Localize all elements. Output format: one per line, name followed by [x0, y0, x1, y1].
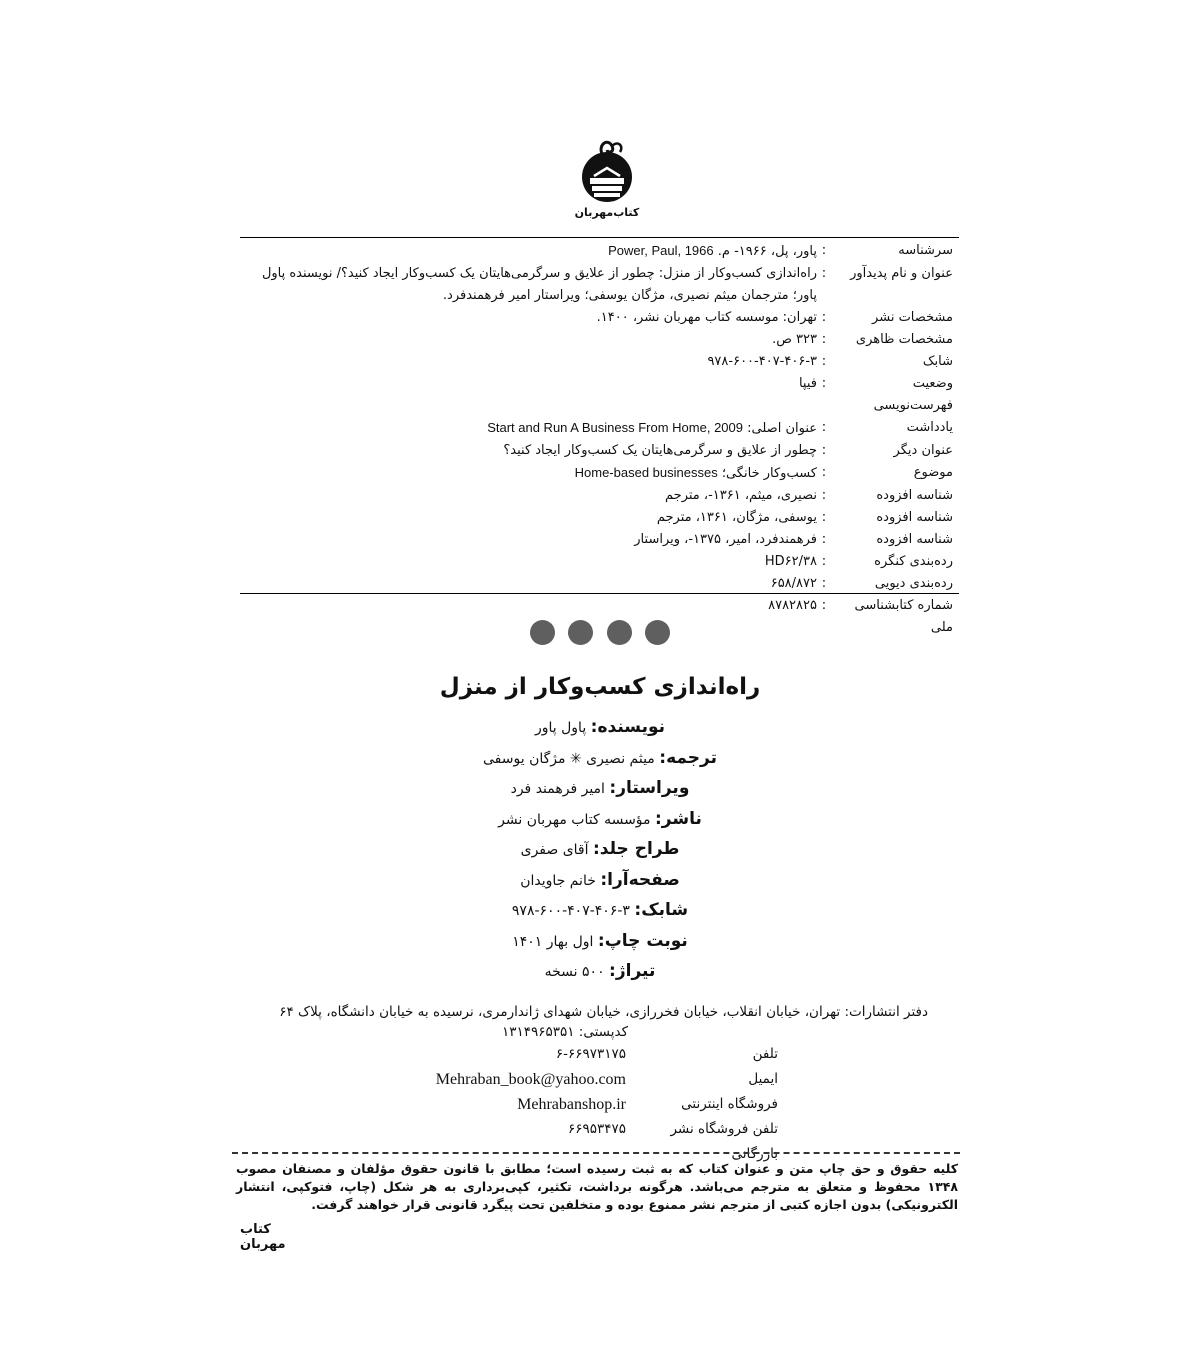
credit-label: طراح جلد: [592, 839, 680, 859]
cip-value [240, 595, 817, 639]
cip-row [240, 573, 959, 595]
cip-row [240, 462, 959, 485]
cip-value-english: Home-based businesses [574, 465, 718, 480]
credit-label: صفحه‌آرا: [600, 869, 680, 890]
credit-line [300, 956, 900, 987]
credit-value: ۳-۴۰۶-۴۰۷-۶۰۰-۹۷۸ [511, 903, 630, 919]
cip-label: وضعیت فهرست‌نویسی [873, 376, 953, 413]
postal-code: کدپستی: ۱۳۱۴۹۶۵۳۵۱ [502, 1024, 628, 1040]
cip-row [240, 329, 959, 351]
cip-value [240, 329, 817, 351]
cip-value-text: ۹۷۸-۶۰۰-۴۰۷-۴۰۶-۳ [707, 354, 817, 369]
cip-colon: : [821, 576, 827, 591]
cip-value-text: فیپا [798, 376, 817, 391]
contact-value: ۶-۶۶۹۷۳۱۷۵ [555, 1046, 626, 1062]
cip-colon: : [821, 510, 827, 525]
cip-value-text: ۶۵۸/۸۷۲ [770, 576, 817, 591]
credit-label: شابک: [634, 900, 689, 920]
cip-value [240, 263, 817, 307]
cip-value-text: عنوان اصلی: [747, 421, 817, 436]
credit-label: تیراژ: [609, 961, 656, 981]
contact-row [250, 1067, 928, 1092]
cip-value [240, 529, 817, 551]
cip-label: شابک [922, 354, 953, 369]
cip-label: سرشناسه [898, 243, 953, 258]
cip-label: مشخصات ظاهری [855, 332, 953, 347]
dot-icon [568, 620, 593, 645]
cip-colon: : [821, 598, 827, 613]
cip-row [240, 240, 959, 263]
cip-row [240, 551, 959, 573]
dashed-divider [232, 1152, 960, 1154]
cip-value-text: چطور از علایق و سرگرمی‌هایتان یک کسب‌وکار ایجاد کنید؟ [503, 443, 817, 458]
cip-label: شناسه افزوده [876, 488, 953, 503]
cip-value [240, 351, 817, 373]
cip-row [240, 351, 959, 373]
credit-value: ۵۰۰ نسخه [544, 964, 605, 980]
cip-colon: : [821, 420, 827, 435]
credit-line [300, 743, 900, 774]
cataloguing-block [240, 240, 959, 639]
credit-line [300, 804, 900, 835]
credit-value: آقای صفری [520, 842, 589, 858]
credit-label: نویسنده: [590, 717, 665, 737]
cip-colon: : [821, 465, 827, 480]
cip-value [240, 462, 817, 485]
cip-value-text: ۸۷۸۲۸۲۵ [768, 598, 817, 613]
cip-value [240, 507, 817, 529]
contact-label: ایمیل [748, 1071, 778, 1087]
decorative-dots [530, 620, 670, 646]
cip-value [240, 573, 817, 595]
credit-value: مؤسسه کتاب مهربان نشر [498, 811, 651, 828]
contact-row [250, 1042, 928, 1067]
credit-label: ترجمه: [659, 747, 717, 768]
credit-label: ناشر: [654, 808, 702, 829]
cip-colon: : [821, 243, 827, 258]
cip-label: عنوان و نام پدیدآور [850, 266, 953, 281]
cip-value [240, 373, 817, 417]
cip-value [240, 440, 817, 462]
bottom-rule [240, 593, 959, 594]
cip-colon: : [821, 376, 827, 391]
contact-label: تلفن فروشگاه نشر بازرگانی [670, 1121, 778, 1162]
contact-link[interactable]: Mehraban_book@yahoo.com [435, 1071, 626, 1088]
cip-value [240, 485, 817, 507]
publisher-signature: کتاب مهربان [240, 1222, 286, 1252]
cip-colon: : [821, 488, 827, 503]
logo-caption: کتاب‌مهربان [574, 206, 640, 219]
credit-value: میثم نصیری ✳ مژگان یوسفی [483, 750, 655, 767]
cip-label: شناسه افزوده [876, 510, 953, 525]
contact-link[interactable]: Mehrabanshop.ir [517, 1096, 626, 1113]
contact-label: تلفن [752, 1046, 778, 1062]
cip-value-text: تهران: موسسه کتاب مهربان نشر، ۱۴۰۰. [596, 310, 817, 325]
contact-list [250, 1042, 928, 1162]
contact-row [250, 1117, 928, 1162]
credit-label: نوبت چاپ: [597, 930, 688, 951]
cip-value-text: ۳۲۳ ص. [772, 332, 817, 347]
cip-value [240, 240, 817, 263]
credit-value: پاول پاور [534, 720, 587, 736]
cip-label: شناسه افزوده [876, 532, 953, 547]
dot-icon [530, 620, 555, 645]
cip-label: یادداشت [906, 420, 953, 435]
cip-label: موضوع [913, 465, 953, 480]
cip-value [240, 307, 817, 329]
contact-label: فروشگاه اینترنتی [681, 1096, 778, 1112]
credit-line [300, 895, 900, 926]
cip-row [240, 263, 959, 307]
credit-line [300, 865, 900, 896]
credits-list [300, 712, 900, 987]
credit-line [300, 926, 900, 957]
cip-value-text: HD۶۲/۳۸ [764, 554, 817, 569]
cip-colon: : [821, 532, 827, 547]
cip-value [240, 417, 817, 440]
top-rule [240, 237, 959, 238]
cip-value [240, 551, 817, 573]
credit-value: امیر فرهمند فرد [510, 781, 605, 797]
cip-value-text: فرهمندفرد، امیر، ۱۳۷۵-، ویراستار [634, 532, 817, 547]
cip-value-text: یوسفی، مژگان، ۱۳۶۱، مترجم [656, 510, 817, 525]
cip-value-text: پاور، پل، ۱۹۶۶- م. [717, 244, 817, 259]
cip-colon: : [821, 332, 827, 347]
cip-value-english: Power, Paul, 1966 [608, 243, 714, 258]
cip-label: رده‌بندی کنگره [874, 554, 953, 569]
cip-row [240, 507, 959, 529]
copyright-notice: کلیه حقوق و حق چاپ متن و عنوان کتاب که به ثبت رسیده است؛ مطابق با قانون حقوق مؤلفان و مصنفان مصوب ۱۳۴۸ محفوظ و متعلق به مترجم می‌باشد. هرگونه برداشت، تکثیر، کپی‌برداری به هر شکل (چاپ، فتوکپی، انتشار الکترونیکی) بدون اجازه کتبی از مترجم نشر ممنوع بوده و متخلفین تحت پیگرد قانونی قرار خواهند گرفت. [236, 1161, 958, 1212]
cip-colon: : [821, 266, 827, 281]
contact-value: ۶۶۹۵۳۴۷۵ [567, 1121, 626, 1137]
credit-line [300, 834, 900, 865]
cip-value-text: کسب‌وکار خانگی؛ [721, 466, 817, 481]
cip-row [240, 373, 959, 417]
cip-value-text: نصیری، میثم، ۱۳۶۱-، مترجم [665, 488, 817, 503]
credit-line [300, 773, 900, 804]
cip-label: عنوان دیگر [893, 443, 953, 458]
cip-label: شماره کتابشناسی ملی [854, 598, 953, 635]
credit-label: ویراستار: [609, 778, 690, 798]
cip-row [240, 485, 959, 507]
credit-line [300, 712, 900, 743]
dot-icon [607, 620, 632, 645]
book-title: راه‌اندازی کسب‌وکار از منزل [439, 674, 761, 700]
cip-colon: : [821, 554, 827, 569]
cip-row [240, 307, 959, 329]
publisher-office [250, 1002, 928, 1162]
cip-value-text: راه‌اندازی کسب‌وکار از منزل: چطور از علایق و سرگرمی‌هایتان یک کسب‌وکار ایجاد کنید؟/ نویسنده پاول پاور؛ مترجمان میثم نصیری، مژگان یوسفی؛ ویراستار امیر فرهمندفرد. [261, 266, 817, 303]
cip-colon: : [821, 310, 827, 325]
cip-row [240, 529, 959, 551]
cip-colon: : [821, 443, 827, 458]
credit-value: خانم جاویدان [520, 872, 596, 889]
cip-value-english: Start and Run A Business From Home, 2009 [487, 420, 743, 435]
office-address: دفتر انتشارات: تهران، خیابان انقلاب، خیابان فخررازی، خیابان شهدای ژاندارمری، نرسیده به خیابان دانشگاه، پلاک ۶۴ [279, 1004, 928, 1020]
credit-value: اول بهار ۱۴۰۱ [512, 933, 594, 950]
cip-row [240, 417, 959, 440]
contact-row [250, 1092, 928, 1117]
cip-row [240, 440, 959, 462]
cip-colon: : [821, 354, 827, 369]
cip-label: رده‌بندی دیویی [874, 576, 953, 591]
cip-label: مشخصات نشر [872, 310, 953, 325]
dot-icon [645, 620, 670, 645]
